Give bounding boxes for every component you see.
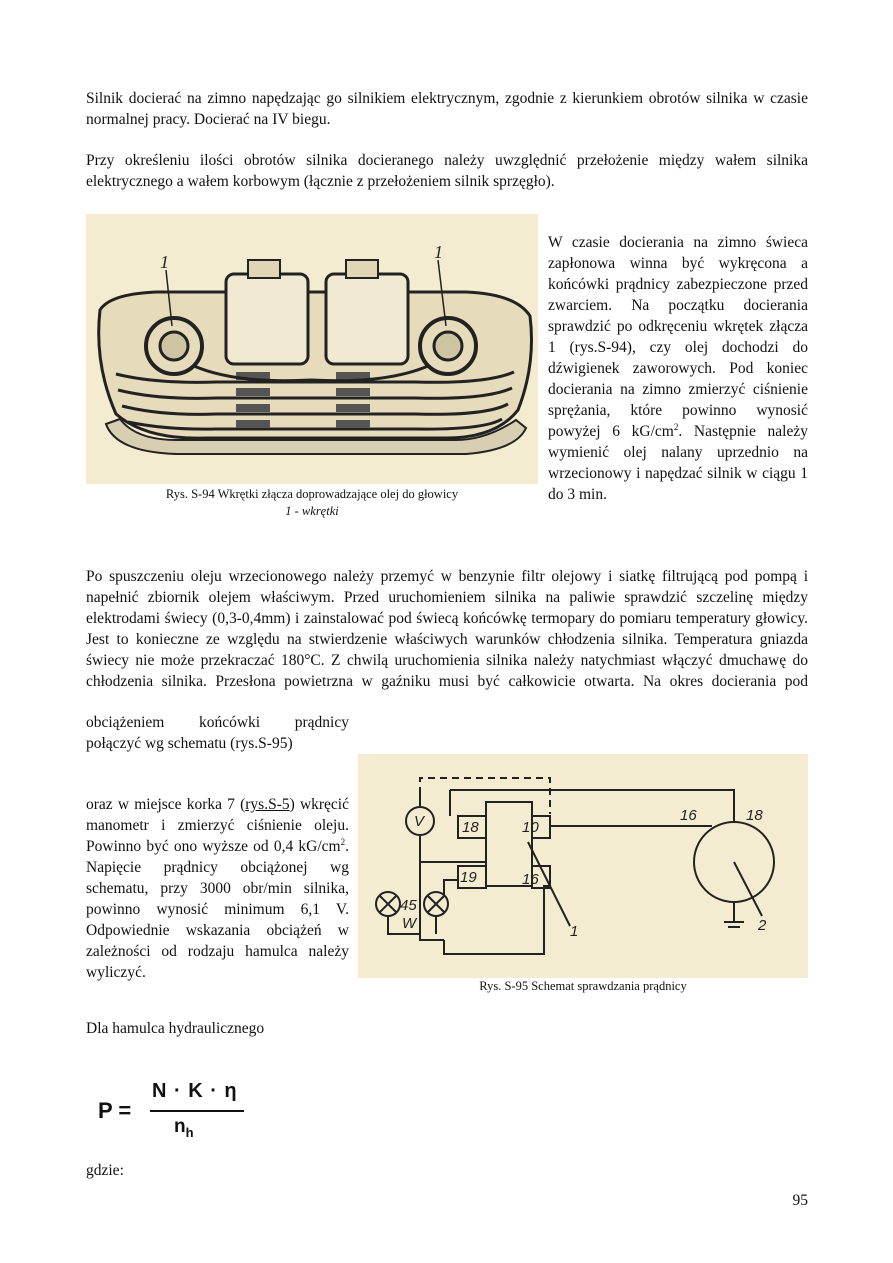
label-terminal-18-regulator: 18 — [462, 819, 479, 836]
cylinder-head-illustration — [86, 214, 538, 484]
formula-numerator: N · K · η — [152, 1080, 238, 1102]
paragraph-cold-running-text: W czasie docierania na zimno świeca zapłonowa winna być wykręcona a końcówki prądnicy zabezpieczone przed zwarciem. Na początku docierania sprawdzić po odkręceniu wkrętek złącza 1 (rys.S-94), czy olej dochodzi do dźwigienek zaworowych. Pod koniec docierania na zimno zmierzyć ciśnienie sprężania, które powinno wynosić powyżej 6 kG/cm — [548, 234, 808, 440]
power-formula — [98, 1078, 258, 1146]
link-rys-s5[interactable]: rys.S-5 — [245, 796, 290, 813]
label-terminal-10: 10 — [522, 819, 539, 836]
figure-s95-schematic — [358, 754, 808, 978]
label-terminal-18-generator: 18 — [746, 807, 763, 824]
label-terminal-16-regulator: 16 — [522, 871, 539, 888]
paragraph-oil-pressure-text-3: . Napięcie prądnicy obciążonej wg schematu, przy 3000 obr/min silnika, powinno wynosić minimum 6,1 V. Odpowiednie wskazania obciążeń w zależności od rodzaju hamulca należy wyliczyć. — [86, 838, 349, 981]
formula-denominator — [174, 1116, 194, 1140]
paragraph-where: gdzie: — [86, 1162, 124, 1179]
label-part-2: 2 — [758, 917, 767, 934]
label-part-1: 1 — [570, 923, 579, 940]
fig1-label-left: 1 — [160, 252, 169, 272]
figure-s94-caption — [86, 486, 538, 520]
superscript-2: 2 — [673, 421, 679, 432]
figure-s95-caption: Rys. S-95 Schemat sprawdzania prądnicy — [479, 979, 687, 993]
formula-fraction-bar — [150, 1110, 244, 1112]
paragraph-oil-pressure-text: oraz w miejsce korka 7 ( — [86, 796, 246, 813]
paragraph-gear-ratio: Przy określeniu ilości obrotów silnika docieranego należy uwzględnić przełożenie między wałem silnika elektrycznego a wałem korbowym (łącznie z przełożeniem silnik sprzęgło). — [86, 152, 808, 190]
label-terminal-16-generator: 16 — [680, 807, 697, 824]
generator-test-schematic — [358, 754, 808, 978]
page-number: 95 — [792, 1192, 808, 1209]
paragraph-oil-pressure — [86, 794, 349, 983]
label-lamp-w: W — [402, 915, 417, 932]
paragraph-hydraulic-brake: Dla hamulca hydraulicznego — [86, 1020, 265, 1037]
figure-s94-caption-legend: 1 - wkrętki — [285, 504, 339, 518]
paragraph-after-draining: Po spuszczeniu oleju wrzecionowego należy przemyć w benzynie filtr olejowy i siatkę filtrującą pod pompą i napełnić zbiornik olejem właściwym. Przed uruchomieniem silnika na paliwie sprawdzić szczelinę między elektrodami świecy (0,3-0,4mm) i zainstalować pod świecą końcówkę termopary do pomiaru temperatury głowicy. Jest to konieczne ze względu na stwierdzenie właściwych warunków chłodzenia silnika. Temperatura gniazda świecy nie może przekraczać 180°C. Z chwilą uruchomienia silnika należy natychmiast włączyć dmuchawę do chłodzenia silnika. Przesłona powietrzna w gaźniku musi być całkowicie otwarta. Na okres docierania pod — [86, 568, 808, 690]
superscript-2b: 2 — [340, 836, 346, 847]
label-terminal-19: 19 — [460, 869, 477, 886]
paragraph-oil-pressure-text-2: ) wkręcić manometr i zmierzyć ciśnienie oleju. Powinno być ono wyższe od 0,4 kG/cm — [86, 796, 349, 855]
paragraph-intro: Silnik docierać na zimno napędzając go silnikiem elektrycznym, zgodnie z kierunkiem obrotów silnika w czasie normalnej pracy. Docierać na IV biegu. — [86, 90, 808, 128]
fig1-label-right: 1 — [434, 242, 443, 262]
label-voltmeter: V — [414, 813, 425, 830]
formula-denominator-sub: h — [185, 1124, 194, 1140]
paragraph-cold-running-text-end: . Następnie należy wymienić olej nalany uprzednio na wrzecionowy i napędzać silnik w ciągu 1 do 3 min. — [548, 423, 808, 503]
label-lamp-45: 45 — [400, 897, 417, 914]
paragraph-after-draining-line2: obciążeniem końcówki prądnicy — [86, 714, 349, 731]
figure-s94-caption-title: Rys. S-94 Wkrętki złącza doprowadzające olej do głowicy — [165, 487, 459, 501]
paragraph-cold-running — [548, 232, 808, 505]
figure-s94-cylinder-head — [86, 214, 538, 484]
formula-lhs: P = — [98, 1098, 132, 1123]
formula-denominator-n: n — [174, 1116, 186, 1137]
paragraph-after-draining-line3: połączyć wg schematu (rys.S-95) — [86, 735, 293, 752]
